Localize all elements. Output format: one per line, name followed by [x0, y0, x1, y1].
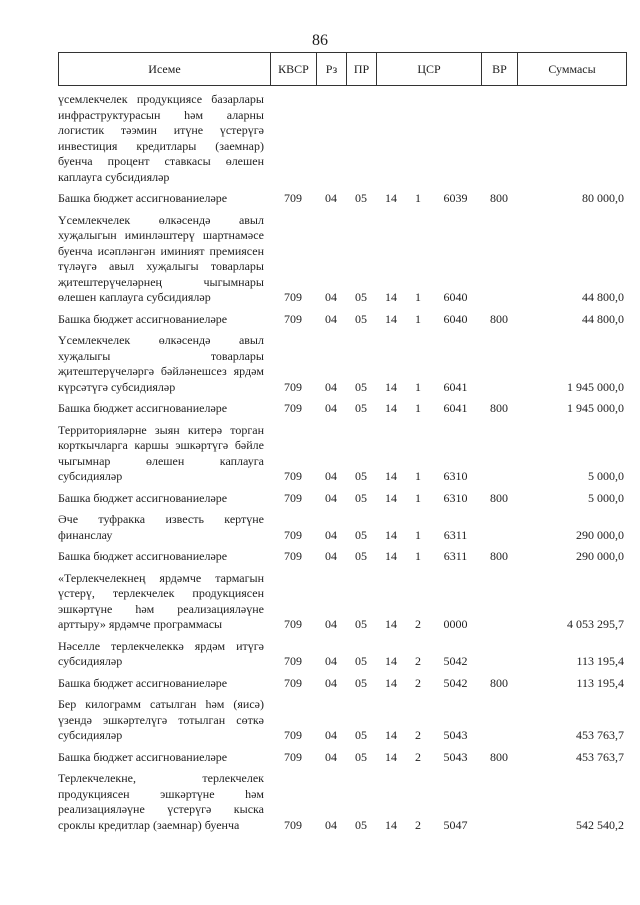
- table-row: [58, 506, 626, 543]
- row-csr-1: 14: [385, 617, 397, 631]
- row-csr-1: 14: [385, 817, 397, 832]
- row-csr-1: [376, 92, 406, 185]
- row-csr-3: 6041: [443, 379, 468, 394]
- header-kvsr: КВСР: [271, 53, 317, 86]
- row-csr-1: 14: [385, 654, 397, 668]
- row-name: Башка бюджет ассигнованиеләре: [58, 490, 228, 505]
- row-csr-2: 2: [415, 675, 421, 690]
- row-vr: 800: [490, 675, 508, 690]
- row-kvsr: 709: [284, 311, 302, 326]
- row-vr: [481, 633, 517, 670]
- page-number: 86: [312, 32, 328, 49]
- row-name: «Терлекчелекнең ярдәмче тармагын үстерү, терлекчелек продукциясен эшкәртүне һәм реализацияләүне арттыру» ярдәмче программасы: [58, 570, 264, 631]
- row-name: Башка бюджет ассигнованиеләре: [58, 675, 228, 690]
- row-name: Башка бюджет ассигнованиеләре: [58, 401, 228, 415]
- row-csr-2: 1: [415, 527, 421, 542]
- row-vr: [481, 417, 517, 485]
- row-csr-2: 1: [415, 469, 421, 483]
- row-csr-3: 5043: [443, 728, 468, 742]
- row-sum: 113 195,4: [576, 675, 624, 690]
- budget-table: [58, 92, 626, 833]
- row-pr: 05: [355, 311, 367, 326]
- row-sum: 542 540,2: [576, 817, 624, 832]
- row-name: Үсемлекчелек өлкәсендә авыл хуҗалыгын иминләштерү шартнамәсе буенча исәпләнгән иминият премиясен түләүгә авыл хуҗалыгы товарлары җитештерүчеләрнең чыгымнары өлешен каплауга субсидияләр: [58, 212, 264, 304]
- row-csr-3: 5042: [443, 675, 468, 690]
- row-rz: 04: [325, 401, 337, 415]
- row-csr-1: 14: [385, 469, 397, 483]
- row-rz: 04: [325, 654, 337, 668]
- row-pr: 05: [355, 469, 367, 483]
- row-pr: 05: [355, 191, 367, 205]
- row-name: Үсемлекчелек өлкәсендә авыл хуҗалыгы товарлары җитештерүчеләргә бәйләнешсез ярдәм күрсәтүгә субсидияләр: [58, 333, 264, 394]
- row-vr: 800: [490, 191, 508, 205]
- row-csr-3: 6040: [443, 311, 468, 326]
- row-kvsr: 709: [284, 191, 302, 205]
- row-kvsr: 709: [284, 401, 302, 415]
- row-kvsr: 709: [284, 817, 302, 832]
- table-row: [58, 543, 626, 565]
- row-pr: 05: [355, 527, 367, 542]
- row-pr: 05: [355, 490, 367, 505]
- row-csr-2: 2: [415, 749, 421, 764]
- table-row: [58, 744, 626, 766]
- row-sum: 5 000,0: [588, 469, 624, 483]
- row-name: Башка бюджет ассигнованиеләре: [58, 549, 228, 563]
- row-name: Башка бюджет ассигнованиеләре: [58, 191, 228, 205]
- row-vr: [481, 506, 517, 543]
- row-name: Башка бюджет ассигнованиеләре: [58, 749, 228, 764]
- row-csr-1: 14: [385, 401, 397, 415]
- row-rz: 04: [325, 191, 337, 205]
- row-csr-3: 6310: [443, 469, 468, 483]
- row-kvsr: 709: [284, 675, 302, 690]
- row-vr: 800: [490, 549, 508, 563]
- table-row: [58, 565, 626, 633]
- row-rz: 04: [325, 617, 337, 631]
- row-pr: 05: [355, 817, 367, 832]
- row-csr-3: 6310: [443, 490, 468, 505]
- row-csr-1: 14: [385, 379, 397, 394]
- row-kvsr: 709: [284, 379, 302, 394]
- row-kvsr: 709: [284, 617, 302, 631]
- row-sum: 44 800,0: [582, 311, 624, 326]
- row-csr-1: 14: [385, 311, 397, 326]
- row-sum: 1 945 000,0: [567, 379, 624, 394]
- row-vr: 800: [490, 490, 508, 505]
- row-pr: 05: [355, 290, 367, 304]
- row-vr: [481, 765, 517, 833]
- row-vr: [481, 92, 517, 185]
- row-rz: 04: [325, 549, 337, 563]
- row-vr: 800: [490, 749, 508, 764]
- row-pr: 05: [355, 617, 367, 631]
- row-pr: 05: [355, 675, 367, 690]
- row-vr: [481, 691, 517, 744]
- header-name: Исеме: [59, 53, 271, 86]
- table-row: [58, 92, 626, 185]
- row-pr: 05: [355, 728, 367, 742]
- table-row: [58, 691, 626, 744]
- row-kvsr: 709: [284, 290, 302, 304]
- row-name: Территорияләрне зыян китерә торган корткычларга каршы эшкәртүгә бәйле чыгымнар өлешен каплауга субсидияләр: [58, 422, 264, 483]
- row-kvsr: 709: [284, 527, 302, 542]
- header-sum: Суммасы: [518, 53, 627, 86]
- row-sum: 80 000,0: [582, 191, 624, 205]
- row-csr-1: 14: [385, 191, 397, 205]
- row-name: Терлекчелекне, терлекчелек продукциясен эшкәртүне һәм реализацияләүне үстерүгә кыска сроклы кредитлар (заемнар) буенча: [58, 771, 264, 832]
- row-pr: 05: [355, 654, 367, 668]
- table-row: [58, 395, 626, 417]
- row-kvsr: 709: [284, 728, 302, 742]
- row-vr: [481, 565, 517, 633]
- row-name: Нәселле терлекчелеккә ярдәм итүгә субсидияләр: [58, 638, 264, 668]
- table-row: [58, 306, 626, 328]
- row-sum: 113 195,4: [576, 654, 624, 668]
- row-rz: 04: [325, 527, 337, 542]
- row-vr: [481, 207, 517, 306]
- row-vr: 800: [490, 401, 508, 415]
- header-rz: Рз: [317, 53, 347, 86]
- row-vr: 800: [490, 311, 508, 326]
- row-csr-3: 6040: [443, 290, 468, 304]
- row-csr-2: 1: [415, 549, 421, 563]
- row-name: Әче туфракка известь кертүне финанслау: [58, 512, 264, 542]
- row-kvsr: 709: [284, 490, 302, 505]
- row-csr-1: 14: [385, 490, 397, 505]
- row-rz: 04: [325, 817, 337, 832]
- row-csr-1: 14: [385, 728, 397, 742]
- table-row: [58, 207, 626, 306]
- row-kvsr: 709: [284, 549, 302, 563]
- table-row: [58, 670, 626, 692]
- row-vr: [481, 327, 517, 395]
- row-sum: 453 763,7: [576, 728, 624, 742]
- row-csr-2: 2: [415, 654, 421, 668]
- row-sum: 290 000,0: [576, 527, 624, 542]
- row-rz: 04: [325, 728, 337, 742]
- row-csr-2: 2: [415, 617, 421, 631]
- row-rz: [316, 92, 346, 185]
- table-row: [58, 185, 626, 207]
- row-csr-2: [406, 92, 430, 185]
- row-pr: 05: [355, 549, 367, 563]
- row-pr: 05: [355, 379, 367, 394]
- row-pr: [346, 92, 376, 185]
- row-sum: 5 000,0: [588, 490, 624, 505]
- table-row: [58, 765, 626, 833]
- row-name: Бер килограмм сатылган һәм (яисә) үзендә эшкәртелүгә тотылган сөткә субсидияләр: [58, 697, 264, 742]
- table-row: [58, 417, 626, 485]
- row-sum: 290 000,0: [576, 549, 624, 563]
- row-csr-2: 2: [415, 817, 421, 832]
- table-header: [58, 52, 627, 86]
- row-csr-2: 1: [415, 311, 421, 326]
- table-row: [58, 327, 626, 395]
- row-csr-1: 14: [385, 549, 397, 563]
- table-row: [58, 633, 626, 670]
- row-rz: 04: [325, 749, 337, 764]
- row-rz: 04: [325, 379, 337, 394]
- row-rz: 04: [325, 311, 337, 326]
- row-sum: 44 800,0: [582, 290, 624, 304]
- row-kvsr: 709: [284, 654, 302, 668]
- row-csr-3: 5043: [443, 749, 468, 764]
- row-csr-1: 14: [385, 527, 397, 542]
- row-sum: 453 763,7: [576, 749, 624, 764]
- row-csr-2: 1: [415, 290, 421, 304]
- row-rz: 04: [325, 469, 337, 483]
- row-csr-1: 14: [385, 749, 397, 764]
- row-csr-2: 1: [415, 379, 421, 394]
- row-csr-2: 1: [415, 490, 421, 505]
- row-sum: 4 053 295,7: [567, 617, 624, 631]
- row-kvsr: 709: [284, 469, 302, 483]
- row-kvsr: [270, 92, 316, 185]
- header-vr: ВР: [482, 53, 518, 86]
- row-csr-2: 1: [415, 191, 421, 205]
- row-csr-3: 6311: [443, 549, 468, 563]
- table-row: [58, 485, 626, 507]
- row-csr-3: 5042: [443, 654, 468, 668]
- row-pr: 05: [355, 401, 367, 415]
- header-csr: ЦСР: [377, 53, 482, 86]
- row-csr-1: 14: [385, 290, 397, 304]
- row-csr-2: 2: [415, 728, 421, 742]
- row-kvsr: 709: [284, 749, 302, 764]
- row-csr-3: 5047: [443, 817, 468, 832]
- row-csr-3: 6311: [443, 527, 468, 542]
- row-csr-3: [430, 92, 481, 185]
- row-csr-3: 6039: [443, 191, 468, 205]
- row-sum: [517, 92, 626, 185]
- row-csr-3: 6041: [443, 401, 468, 415]
- row-sum: 1 945 000,0: [567, 401, 624, 415]
- row-name: Башка бюджет ассигнованиеләре: [58, 311, 228, 326]
- row-csr-1: 14: [385, 675, 397, 690]
- header-pr: ПР: [347, 53, 377, 86]
- row-rz: 04: [325, 675, 337, 690]
- row-rz: 04: [325, 290, 337, 304]
- row-csr-2: 1: [415, 401, 421, 415]
- row-rz: 04: [325, 490, 337, 505]
- row-pr: 05: [355, 749, 367, 764]
- row-csr-3: 0000: [443, 617, 468, 631]
- row-name: үсемлекчелек продукциясе базарлары инфраструктурасын һәм аларны логистик тәэмин итүне үстерүгә инвестиция кредитлары (заемнар) буенча процент ставкасы өлешен каплауга субсидияләр: [58, 92, 264, 184]
